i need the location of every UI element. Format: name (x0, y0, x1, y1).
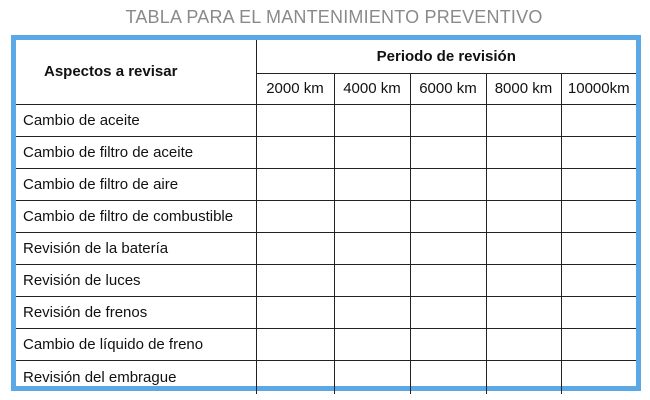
check-cell (256, 136, 334, 168)
check-cell (561, 104, 636, 136)
check-cell (334, 232, 410, 264)
check-cell (410, 104, 486, 136)
check-cell (561, 200, 636, 232)
check-cell (256, 200, 334, 232)
maintenance-table-frame (11, 35, 641, 391)
check-cell (410, 328, 486, 360)
table-row (16, 328, 636, 360)
check-cell (561, 296, 636, 328)
table-row (16, 360, 636, 394)
aspect-label: Revisión de luces (16, 264, 256, 296)
check-cell (410, 264, 486, 296)
aspect-label: Cambio de filtro de aceite (16, 136, 256, 168)
check-cell (334, 328, 410, 360)
check-cell (561, 264, 636, 296)
maintenance-table (16, 40, 636, 394)
aspect-label: Cambio de filtro de aire (16, 168, 256, 200)
check-cell (486, 264, 561, 296)
check-cell (486, 328, 561, 360)
aspect-label: Revisión del embrague (16, 360, 256, 394)
check-cell (486, 232, 561, 264)
header-aspects: Aspectos a revisar (16, 40, 256, 104)
check-cell (561, 328, 636, 360)
table-row (16, 168, 636, 200)
check-cell (334, 104, 410, 136)
check-cell (256, 328, 334, 360)
check-cell (561, 360, 636, 394)
period-10000: 10000km (561, 73, 636, 104)
check-cell (334, 136, 410, 168)
check-cell (256, 104, 334, 136)
check-cell (561, 136, 636, 168)
check-cell (334, 168, 410, 200)
check-cell (410, 296, 486, 328)
table-row (16, 104, 636, 136)
check-cell (334, 200, 410, 232)
check-cell (486, 200, 561, 232)
check-cell (486, 168, 561, 200)
check-cell (256, 296, 334, 328)
period-4000: 4000 km (334, 73, 410, 104)
table-row (16, 232, 636, 264)
check-cell (256, 264, 334, 296)
check-cell (334, 296, 410, 328)
aspect-label: Cambio de filtro de combustible (16, 200, 256, 232)
aspect-label: Cambio de líquido de freno (16, 328, 256, 360)
check-cell (561, 232, 636, 264)
check-cell (410, 168, 486, 200)
check-cell (486, 296, 561, 328)
check-cell (410, 360, 486, 394)
check-cell (256, 168, 334, 200)
check-cell (561, 168, 636, 200)
check-cell (334, 360, 410, 394)
header-row (16, 40, 636, 73)
check-cell (486, 104, 561, 136)
table-row (16, 296, 636, 328)
table-row (16, 136, 636, 168)
check-cell (486, 136, 561, 168)
check-cell (410, 200, 486, 232)
check-cell (334, 264, 410, 296)
aspect-label: Revisión de la batería (16, 232, 256, 264)
period-2000: 2000 km (256, 73, 334, 104)
check-cell (410, 232, 486, 264)
check-cell (410, 136, 486, 168)
check-cell (486, 360, 561, 394)
check-cell (256, 232, 334, 264)
period-6000: 6000 km (410, 73, 486, 104)
check-cell (256, 360, 334, 394)
aspect-label: Revisión de frenos (16, 296, 256, 328)
header-period: Periodo de revisión (256, 40, 636, 73)
table-row (16, 264, 636, 296)
page-title: TABLA PARA EL MANTENIMIENTO PREVENTIVO (125, 7, 543, 27)
period-8000: 8000 km (486, 73, 561, 104)
aspect-label: Cambio de aceite (16, 104, 256, 136)
table-row (16, 200, 636, 232)
